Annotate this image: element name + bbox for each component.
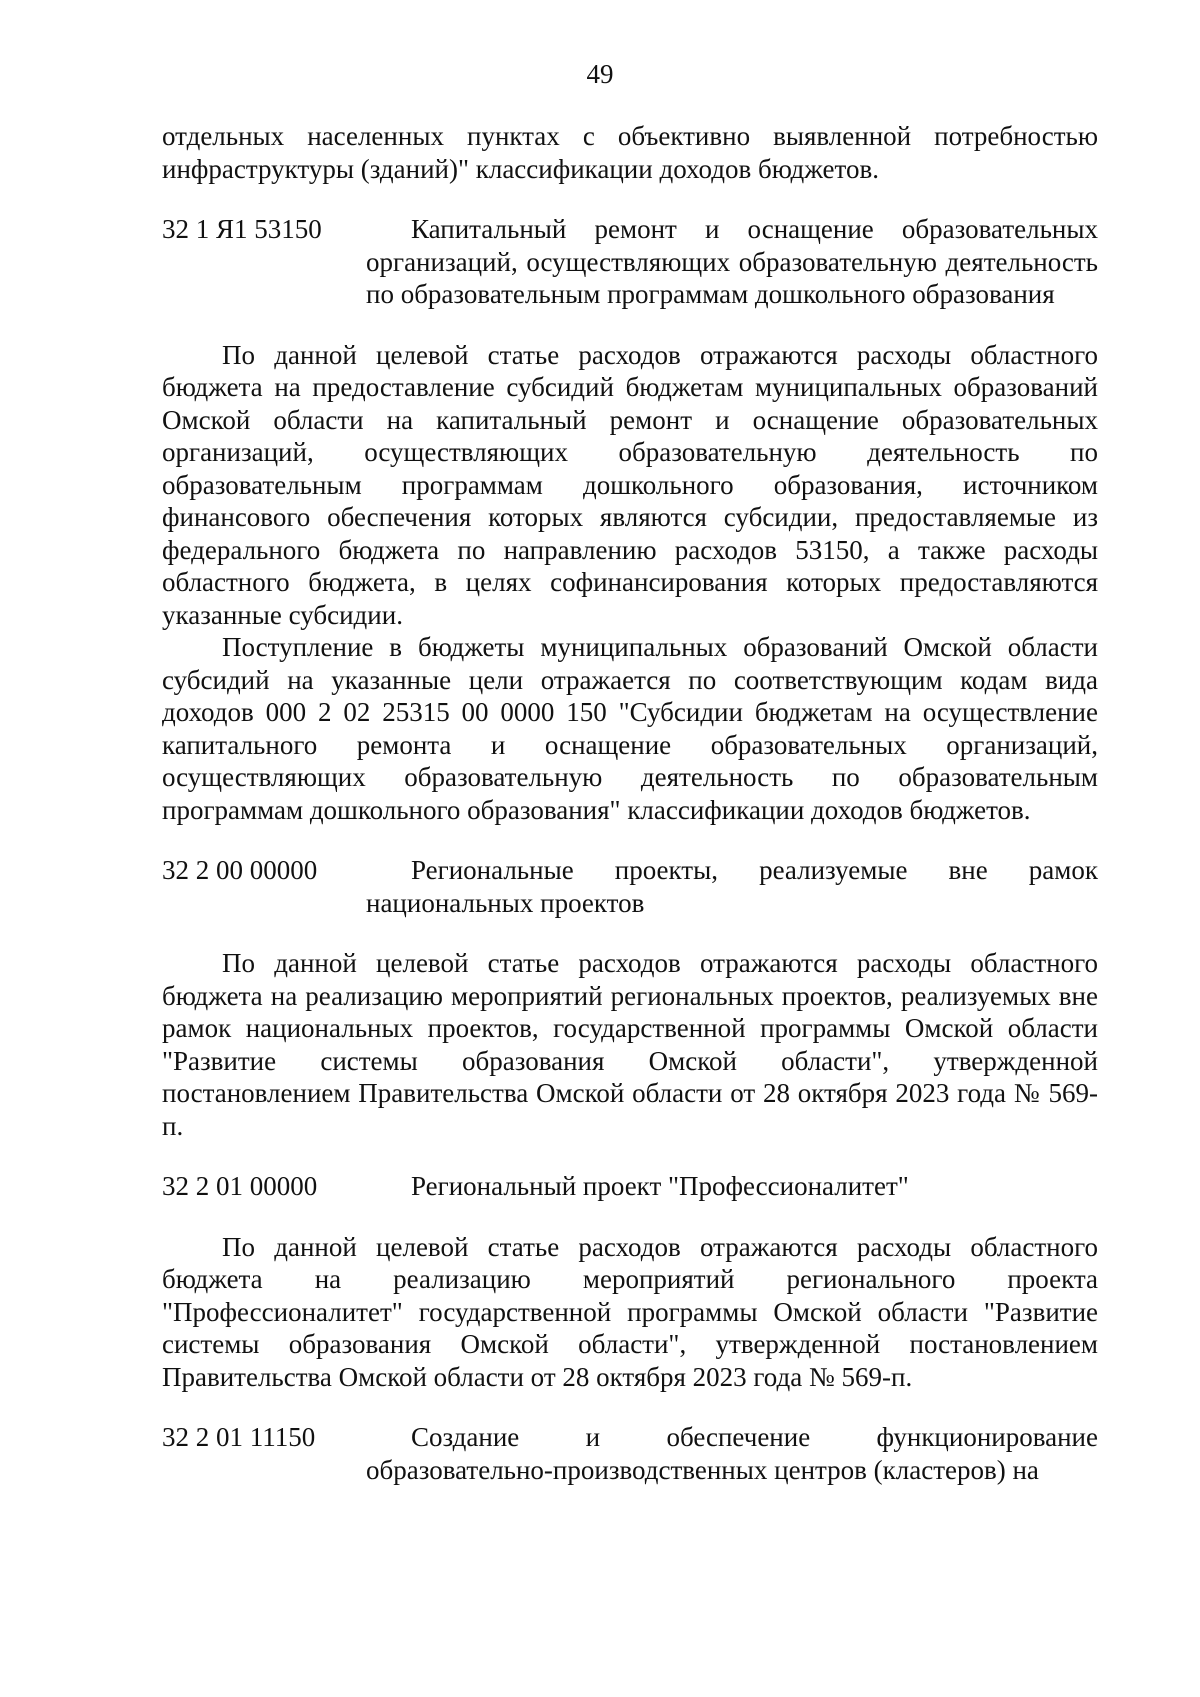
entry-title: Региональный проект "Профессионалитет": [411, 1171, 909, 1201]
entry-title: Капитальный ремонт и оснащение образовательных организаций, осуществляющих образовательную деятельность по образовательным программам дошкольного образования: [366, 214, 1098, 309]
entry-title: Создание и обеспечение функционирование образовательно-производственных центров (кластеров) на: [366, 1422, 1098, 1485]
entry-code: 32 1 Я1 53150: [162, 214, 322, 244]
page-number: 49: [586, 59, 614, 89]
entry-paragraph: По данной целевой статье расходов отражаются расходы областного бюджета на предоставление субсидий бюджетам муниципальных образований Омской области на капитальный ремонт и оснащение образовательных организаций, осуществляющих образовательную деятельность по образовательным программам дошкольного образования, источником финансового обеспечения которых являются субсидии, предоставляемые из федерального бюджета по направлению расходов 53150, а также расходы областного бюджета, в целях софинансирования которых предоставляются указанные субсидии.: [162, 339, 1098, 630]
entry-title: Региональные проекты, реализуемые вне рамок национальных проектов: [366, 855, 1098, 918]
budget-entry: [162, 854, 1098, 919]
entry-code: 32 2 01 00000: [162, 1171, 318, 1201]
entry-paragraph: По данной целевой статье расходов отражаются расходы областного бюджета на реализацию мероприятий регионального проекта "Профессионалитет" государственной программы Омской области "Развитие системы образования Омской области", утвержденной постановлением Правительства Омской области от 28 октября 2023 года № 569-п.: [162, 1231, 1098, 1392]
budget-entry: [162, 213, 1098, 311]
entry-paragraph: Поступление в бюджеты муниципальных образований Омской области субсидий на указанные цели отражается по соответствующим кодам вида доходов 000 2 02 25315 00 0000 150 "Субсидии бюджетам на осуществление капитального ремонта и оснащение образовательных организаций, осуществляющих образовательную деятельность по образовательным программам дошкольного образования" классификации доходов бюджетов.: [162, 632, 1098, 825]
intro-paragraph: отдельных населенных пунктах с объективно выявленной потребностью инфраструктуры (зданий)" классификации доходов бюджетов.: [162, 121, 1098, 184]
entry-paragraph: По данной целевой статье расходов отражаются расходы областного бюджета на реализацию мероприятий региональных проектов, реализуемых вне рамок национальных проектов, государственной программы Омской области "Развитие системы образования Омской области", утвержденной постановлением Правительства Омской области от 28 октября 2023 года № 569-п.: [162, 948, 1098, 1141]
budget-entry: [162, 1421, 1098, 1486]
budget-entry: [162, 1170, 1098, 1203]
entry-code: 32 2 01 11150: [162, 1422, 316, 1452]
entry-code: 32 2 00 00000: [162, 855, 318, 885]
document-body: [162, 120, 1098, 1514]
